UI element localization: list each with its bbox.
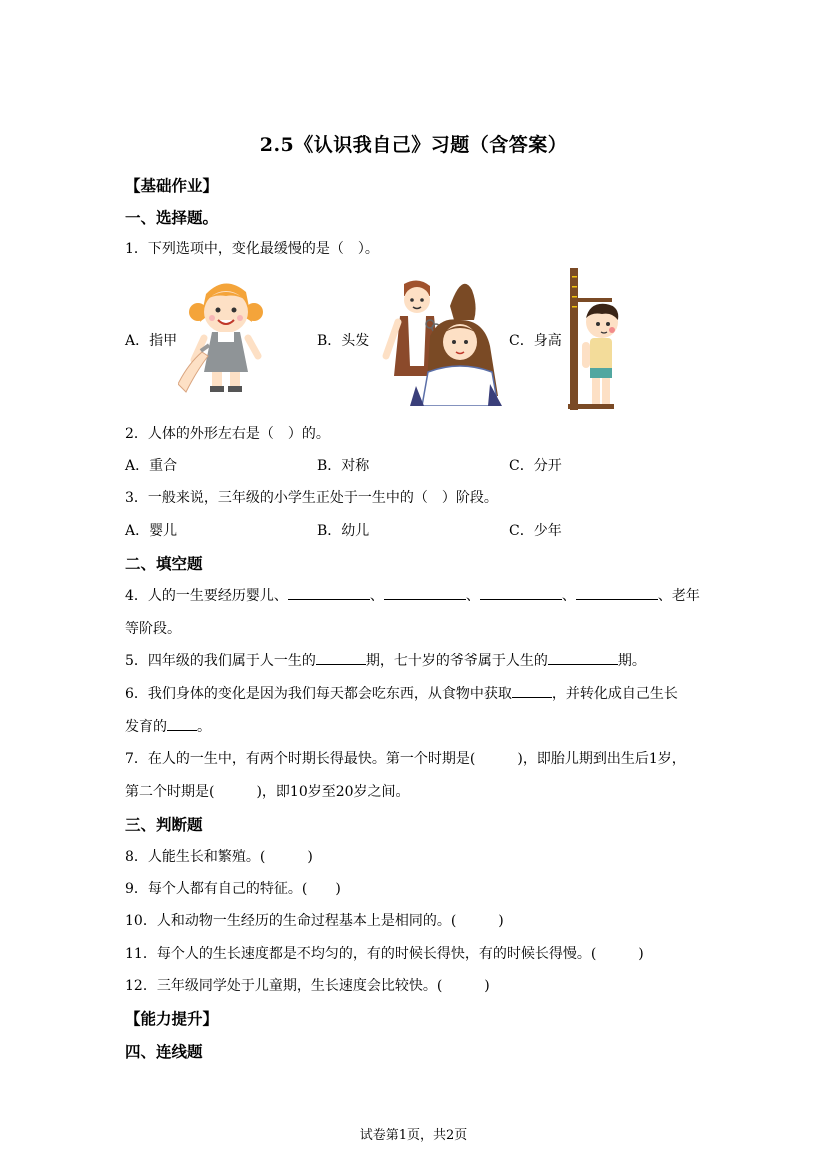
q6-text-c: 发育的	[125, 719, 167, 735]
page-footer: 试卷第1页，共2页	[359, 1128, 468, 1143]
q6-blank-1[interactable]	[512, 683, 552, 698]
question-1-stem: 1．下列选项中，变化最缓慢的是（ ）。	[125, 241, 379, 257]
q4-blank-3[interactable]	[480, 585, 562, 600]
question-4-line-1	[125, 585, 700, 605]
question-3-stem: 3．一般来说，三年级的小学生正处于一生中的（ ）阶段。	[125, 490, 498, 506]
question-2-stem: 2．人体的外形左右是（ ）的。	[125, 426, 330, 442]
page-title: 2.5《认识我自己》习题（含答案）	[259, 134, 568, 156]
q5-text-c: 期。	[617, 653, 646, 669]
question-10: 10．人和动物一生经历的生命过程基本上是相同的。( )	[125, 913, 504, 929]
q5-blank-1[interactable]	[316, 650, 366, 665]
q2-option-a: A．重合	[125, 458, 178, 474]
q3-option-b: B．幼儿	[317, 523, 370, 539]
q3-option-a: A．婴儿	[125, 523, 178, 539]
section-advanced: 【能力提升】	[125, 1009, 219, 1028]
question-6-line-2	[125, 716, 211, 736]
question-12: 12．三年级同学处于儿童期，生长速度会比较快。( )	[125, 978, 490, 994]
q6-text-b: ，并转化成自己生长	[551, 686, 678, 702]
question-7-line-2: 第二个时期是( )，即10岁至20岁之间。	[125, 784, 410, 800]
q4-blank-2[interactable]	[384, 585, 466, 600]
q4-blank-4[interactable]	[576, 585, 658, 600]
section-judge: 三、判断题	[125, 815, 203, 834]
q4-text-start: 4．人的一生要经历婴儿、	[125, 588, 288, 604]
question-9: 9．每个人都有自己的特征。( )	[125, 881, 341, 897]
q1-option-b: B．头发	[317, 333, 370, 349]
question-8: 8．人能生长和繁殖。( )	[125, 849, 313, 865]
question-7-line-1: 7．在人的一生中，有两个时期长得最快。第一个时期是( )，即胎儿期到出生后1岁，	[125, 751, 686, 767]
question-6-line-1	[125, 683, 678, 703]
q3-option-c: C．少年	[509, 523, 562, 539]
q4-sep-3: 、	[561, 588, 576, 604]
q6-blank-2[interactable]	[167, 716, 197, 731]
boy-height-measure-illustration	[568, 268, 632, 410]
section-basic: 【基础作业】	[125, 176, 219, 195]
section-choice: 一、选择题。	[125, 208, 219, 227]
q5-text-a: 5．四年级的我们属于人一生的	[125, 653, 316, 669]
question-5	[125, 650, 646, 670]
q2-option-c: C．分开	[509, 458, 562, 474]
q4-sep-2: 、	[465, 588, 480, 604]
q4-sep-1: 、	[369, 588, 384, 604]
q6-text-a: 6．我们身体的变化是因为我们每天都会吃东西，从食物中获取	[125, 686, 512, 702]
q1-option-c: C．身高	[509, 333, 562, 349]
girl-trimming-nails-illustration	[178, 272, 273, 400]
section-fill: 二、填空题	[125, 554, 203, 573]
q2-option-b: B．对称	[317, 458, 370, 474]
q4-text-end: 、老年	[657, 588, 700, 604]
q4-blank-1[interactable]	[288, 585, 370, 600]
barber-cutting-hair-illustration	[380, 276, 502, 406]
question-4-line-2: 等阶段。	[125, 621, 181, 637]
q1-option-a: A．指甲	[125, 333, 178, 349]
section-match: 四、连线题	[125, 1042, 203, 1061]
q6-text-d: 。	[197, 719, 211, 735]
q5-text-b: 期，七十岁的爷爷属于人生的	[365, 653, 548, 669]
q5-blank-2[interactable]	[548, 650, 618, 665]
question-11: 11．每个人的生长速度都是不均匀的，有的时候长得快，有的时候长得慢。( )	[125, 946, 644, 962]
